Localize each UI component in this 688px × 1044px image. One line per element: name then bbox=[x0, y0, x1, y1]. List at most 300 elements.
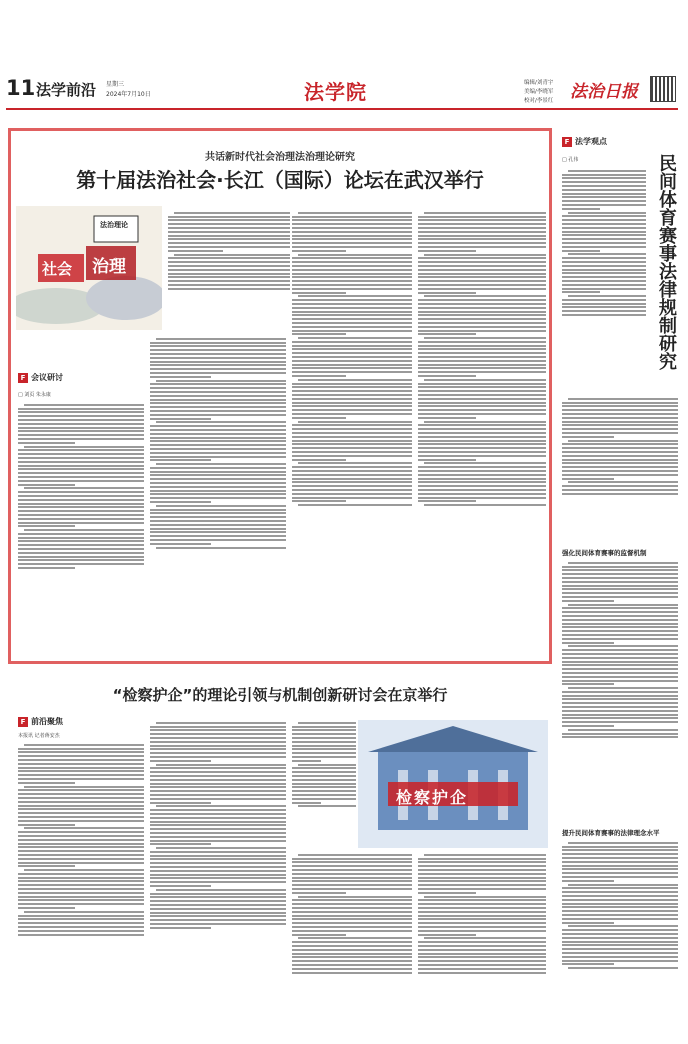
text-line bbox=[18, 468, 144, 470]
text-line bbox=[562, 215, 646, 217]
text-line bbox=[150, 493, 286, 495]
text-line bbox=[156, 380, 286, 382]
text-line bbox=[150, 512, 286, 514]
text-line bbox=[168, 280, 290, 282]
text-line bbox=[292, 424, 412, 426]
text-line bbox=[156, 889, 286, 891]
text-line bbox=[24, 911, 144, 913]
text-line bbox=[150, 794, 286, 796]
text-line bbox=[568, 967, 678, 969]
text-line bbox=[562, 432, 678, 434]
text-line bbox=[292, 219, 412, 221]
text-line bbox=[562, 895, 678, 897]
text-line bbox=[150, 851, 286, 853]
text-line bbox=[418, 918, 546, 920]
text-line bbox=[298, 337, 412, 339]
text-line bbox=[562, 276, 646, 278]
text-line bbox=[150, 893, 286, 895]
text-line bbox=[150, 524, 286, 526]
text-line bbox=[562, 573, 678, 575]
text-line bbox=[562, 462, 678, 464]
text-line bbox=[562, 914, 678, 916]
sidebar-subhead-2: 提升民间体育赛事的法律理念水平 bbox=[562, 829, 660, 837]
sidebar-vertical-title: 民间体育赛事法律规制研究 bbox=[656, 154, 677, 370]
text-line bbox=[562, 447, 678, 449]
text-line bbox=[562, 592, 678, 594]
text-line bbox=[150, 885, 211, 887]
text-line bbox=[562, 443, 678, 445]
text-line bbox=[418, 899, 546, 901]
text-line bbox=[424, 937, 546, 939]
text-line bbox=[418, 333, 476, 335]
text-line bbox=[418, 497, 546, 499]
article-2-tag bbox=[18, 716, 63, 727]
text-line bbox=[18, 926, 144, 928]
text-line bbox=[418, 865, 546, 867]
text-line bbox=[418, 409, 546, 411]
text-line bbox=[292, 745, 356, 747]
text-line bbox=[418, 884, 546, 886]
text-line bbox=[562, 880, 614, 882]
text-line bbox=[150, 490, 286, 492]
text-line bbox=[562, 219, 646, 221]
text-line bbox=[150, 802, 211, 804]
text-line bbox=[568, 562, 678, 564]
text-line bbox=[18, 801, 144, 803]
text-line bbox=[18, 423, 144, 425]
text-line bbox=[18, 461, 144, 463]
text-line bbox=[168, 269, 290, 271]
text-line bbox=[18, 915, 144, 917]
text-line bbox=[150, 896, 286, 898]
text-line bbox=[562, 265, 646, 267]
text-line bbox=[292, 880, 412, 882]
text-line bbox=[562, 899, 678, 901]
text-line bbox=[562, 733, 678, 735]
text-line bbox=[418, 235, 546, 237]
text-line bbox=[18, 839, 144, 841]
text-line bbox=[562, 918, 678, 920]
text-line bbox=[150, 877, 286, 879]
sidebar-text-1 bbox=[562, 168, 646, 390]
text-line bbox=[292, 216, 412, 218]
text-line bbox=[292, 436, 412, 438]
text-line bbox=[292, 402, 412, 404]
editor-line-1: 编辑/刘青宇 bbox=[524, 80, 554, 86]
text-line bbox=[18, 563, 144, 565]
text-line bbox=[292, 918, 412, 920]
text-line bbox=[150, 756, 286, 758]
text-line bbox=[562, 257, 646, 259]
text-line bbox=[562, 956, 678, 958]
text-line bbox=[562, 630, 678, 632]
text-line bbox=[292, 497, 412, 499]
text-line bbox=[18, 865, 75, 867]
text-line bbox=[418, 440, 546, 442]
text-line bbox=[292, 771, 356, 773]
text-line bbox=[418, 941, 546, 943]
text-line bbox=[18, 789, 144, 791]
text-line bbox=[292, 861, 412, 863]
text-line bbox=[562, 680, 678, 682]
text-line bbox=[292, 466, 412, 468]
text-line bbox=[292, 440, 412, 442]
text-line bbox=[150, 418, 211, 420]
text-line bbox=[292, 926, 412, 928]
text-line bbox=[292, 783, 356, 785]
text-line bbox=[18, 896, 144, 898]
text-line bbox=[418, 455, 546, 457]
text-line bbox=[418, 367, 546, 369]
text-line bbox=[418, 386, 546, 388]
text-line bbox=[168, 227, 290, 229]
text-line bbox=[298, 254, 412, 256]
text-line bbox=[562, 721, 678, 723]
text-line bbox=[24, 786, 144, 788]
text-line bbox=[292, 307, 412, 309]
text-line bbox=[292, 238, 412, 240]
text-line bbox=[150, 414, 286, 416]
text-line bbox=[562, 181, 646, 183]
text-line bbox=[418, 311, 546, 313]
text-line bbox=[418, 485, 546, 487]
text-line bbox=[18, 907, 75, 909]
text-line bbox=[292, 231, 412, 233]
article-2-tag-label: 前沿聚焦 bbox=[31, 717, 63, 726]
text-line bbox=[150, 376, 211, 378]
text-line bbox=[18, 899, 144, 901]
text-line bbox=[562, 846, 678, 848]
text-line bbox=[174, 254, 290, 256]
text-line bbox=[562, 619, 678, 621]
text-line bbox=[168, 288, 290, 290]
text-line bbox=[292, 972, 412, 974]
text-line bbox=[418, 972, 546, 974]
text-line bbox=[18, 533, 144, 535]
text-line bbox=[24, 446, 144, 448]
text-line bbox=[18, 540, 144, 542]
text-line bbox=[150, 843, 211, 845]
text-line bbox=[562, 417, 678, 419]
text-line bbox=[292, 364, 412, 366]
text-line bbox=[168, 235, 290, 237]
text-line bbox=[418, 911, 546, 913]
text-line bbox=[562, 451, 678, 453]
text-line bbox=[418, 466, 546, 468]
text-line bbox=[156, 505, 286, 507]
text-line bbox=[150, 452, 286, 454]
text-line bbox=[418, 390, 546, 392]
text-line bbox=[150, 497, 286, 499]
text-line bbox=[292, 409, 412, 411]
text-line bbox=[562, 314, 646, 316]
text-line bbox=[24, 404, 144, 406]
text-line bbox=[562, 428, 678, 430]
sidebar-text-4 bbox=[562, 840, 678, 1034]
text-line bbox=[292, 413, 412, 415]
text-line bbox=[18, 858, 144, 860]
sidebar-tag-label: 法学观点 bbox=[575, 137, 607, 146]
text-line bbox=[150, 790, 286, 792]
text-line bbox=[292, 352, 412, 354]
text-line bbox=[568, 729, 678, 731]
text-line bbox=[292, 443, 412, 445]
text-line bbox=[150, 501, 211, 503]
text-line bbox=[292, 930, 412, 932]
text-line bbox=[562, 310, 646, 312]
text-line bbox=[418, 934, 476, 936]
text-line bbox=[418, 493, 546, 495]
text-line bbox=[292, 485, 412, 487]
text-line bbox=[562, 906, 678, 908]
text-line bbox=[150, 840, 286, 842]
article-2-headline: “检察护企”的理论引领与机制创新研讨会在京举行 bbox=[112, 686, 448, 704]
text-line bbox=[18, 755, 144, 757]
text-line bbox=[150, 821, 286, 823]
text-line bbox=[298, 462, 412, 464]
photo-word-1: 法治理论 bbox=[100, 221, 128, 229]
text-line bbox=[18, 835, 144, 837]
text-line bbox=[562, 596, 678, 598]
editor-line-2: 美编/李晓军 bbox=[524, 89, 554, 95]
text-line bbox=[18, 415, 144, 417]
text-line bbox=[18, 892, 144, 894]
text-line bbox=[424, 254, 546, 256]
text-line bbox=[562, 474, 678, 476]
article-2-text-col-3 bbox=[292, 852, 412, 1032]
text-line bbox=[18, 850, 144, 852]
text-line bbox=[292, 330, 412, 332]
text-line bbox=[418, 888, 546, 890]
text-line bbox=[418, 481, 546, 483]
text-line bbox=[292, 299, 412, 301]
text-line bbox=[150, 402, 286, 404]
text-line bbox=[292, 451, 412, 453]
text-line bbox=[150, 516, 286, 518]
text-line bbox=[562, 649, 678, 651]
text-line bbox=[418, 223, 546, 225]
text-line bbox=[24, 827, 144, 829]
text-line bbox=[292, 907, 412, 909]
text-line bbox=[562, 402, 678, 404]
text-line bbox=[150, 474, 286, 476]
text-line bbox=[418, 269, 546, 271]
text-line bbox=[562, 405, 678, 407]
text-line bbox=[562, 269, 646, 271]
text-line bbox=[292, 877, 412, 879]
text-line bbox=[150, 733, 286, 735]
text-line bbox=[418, 238, 546, 240]
text-line bbox=[562, 489, 678, 491]
text-line bbox=[562, 611, 678, 613]
text-line bbox=[424, 421, 546, 423]
text-line bbox=[562, 861, 678, 863]
text-line bbox=[292, 790, 356, 792]
text-line bbox=[298, 764, 356, 766]
text-line bbox=[18, 846, 144, 848]
text-line bbox=[418, 858, 546, 860]
text-line bbox=[562, 887, 678, 889]
text-line bbox=[292, 375, 346, 377]
text-line bbox=[562, 638, 678, 640]
text-line bbox=[298, 295, 412, 297]
text-line bbox=[156, 547, 286, 549]
text-line bbox=[18, 888, 144, 890]
text-line bbox=[562, 952, 678, 954]
text-line bbox=[292, 269, 412, 271]
text-line bbox=[18, 748, 144, 750]
text-line bbox=[562, 227, 646, 229]
sidebar bbox=[560, 128, 682, 1038]
text-line bbox=[292, 383, 412, 385]
text-line bbox=[424, 462, 546, 464]
text-line bbox=[150, 858, 286, 860]
text-line bbox=[418, 447, 546, 449]
text-line bbox=[418, 424, 546, 426]
text-line bbox=[562, 683, 614, 685]
text-line bbox=[418, 394, 546, 396]
text-line bbox=[424, 379, 546, 381]
text-line bbox=[418, 949, 546, 951]
text-line bbox=[562, 702, 678, 704]
text-line bbox=[292, 949, 412, 951]
text-line bbox=[150, 817, 286, 819]
text-line bbox=[156, 722, 286, 724]
text-line bbox=[18, 922, 144, 924]
text-line bbox=[292, 470, 412, 472]
text-line bbox=[292, 246, 412, 248]
text-line bbox=[292, 941, 412, 943]
text-line bbox=[418, 330, 546, 332]
text-line bbox=[562, 937, 678, 939]
text-line bbox=[18, 510, 144, 512]
page-header bbox=[0, 0, 688, 116]
text-line bbox=[562, 185, 646, 187]
text-line bbox=[18, 763, 144, 765]
text-line bbox=[168, 216, 290, 218]
text-line bbox=[18, 854, 144, 856]
text-line bbox=[292, 500, 346, 502]
text-line bbox=[298, 937, 412, 939]
text-line bbox=[18, 430, 144, 432]
text-line bbox=[562, 250, 600, 252]
text-line bbox=[156, 421, 286, 423]
text-line bbox=[150, 779, 286, 781]
text-line bbox=[150, 813, 286, 815]
text-line bbox=[292, 481, 412, 483]
text-line bbox=[18, 552, 144, 554]
text-line bbox=[18, 778, 144, 780]
text-line bbox=[418, 956, 546, 958]
text-line bbox=[292, 802, 321, 804]
text-line bbox=[292, 915, 412, 917]
text-line bbox=[292, 892, 346, 894]
text-line bbox=[150, 832, 286, 834]
article-1-text-col-2a bbox=[168, 210, 290, 330]
text-line bbox=[18, 759, 144, 761]
text-line bbox=[562, 485, 678, 487]
text-line bbox=[562, 691, 678, 693]
text-line bbox=[168, 242, 290, 244]
text-line bbox=[18, 453, 144, 455]
text-line bbox=[292, 478, 412, 480]
text-line bbox=[24, 869, 144, 871]
text-line bbox=[150, 775, 286, 777]
text-line bbox=[150, 444, 286, 446]
text-line bbox=[292, 322, 412, 324]
text-line bbox=[168, 257, 290, 259]
text-line bbox=[418, 375, 476, 377]
text-line bbox=[562, 208, 600, 210]
sidebar-text-3 bbox=[562, 560, 678, 824]
text-line bbox=[18, 934, 144, 936]
text-line bbox=[18, 434, 144, 436]
text-line bbox=[150, 448, 286, 450]
text-line bbox=[18, 442, 75, 444]
text-line bbox=[418, 242, 546, 244]
text-line bbox=[562, 948, 678, 950]
text-line bbox=[562, 903, 678, 905]
text-line bbox=[18, 514, 144, 516]
text-line bbox=[562, 459, 678, 461]
text-line bbox=[562, 306, 646, 308]
text-line bbox=[418, 880, 546, 882]
text-line bbox=[562, 623, 678, 625]
text-line bbox=[292, 752, 356, 754]
text-line bbox=[18, 427, 144, 429]
sidebar-subhead-1: 强化民间体育赛事的监督机制 bbox=[562, 549, 647, 557]
text-line bbox=[562, 413, 678, 415]
text-line bbox=[168, 246, 290, 248]
text-line bbox=[418, 216, 546, 218]
text-line bbox=[18, 884, 144, 886]
text-line bbox=[292, 273, 412, 275]
text-line bbox=[292, 726, 356, 728]
article-1-kicker: 共话新时代社会治理法治理论研究 bbox=[205, 152, 355, 163]
text-line bbox=[418, 451, 546, 453]
text-line bbox=[292, 405, 412, 407]
text-line bbox=[562, 853, 678, 855]
photo-word-2: 社会 bbox=[42, 260, 73, 278]
text-line bbox=[156, 847, 286, 849]
text-line bbox=[418, 861, 546, 863]
text-line bbox=[18, 793, 144, 795]
text-line bbox=[292, 227, 412, 229]
tag-icon: F bbox=[18, 373, 28, 383]
text-line bbox=[150, 456, 286, 458]
text-line bbox=[150, 919, 286, 921]
text-line bbox=[150, 399, 286, 401]
text-line bbox=[18, 782, 75, 784]
article-1-text-col-3 bbox=[292, 210, 412, 652]
text-line bbox=[418, 345, 546, 347]
text-line bbox=[18, 812, 144, 814]
text-line bbox=[292, 903, 412, 905]
text-line bbox=[24, 529, 144, 531]
text-line bbox=[150, 486, 286, 488]
text-line bbox=[562, 626, 678, 628]
text-line bbox=[18, 499, 144, 501]
text-line bbox=[562, 661, 678, 663]
text-line bbox=[18, 408, 144, 410]
text-line bbox=[418, 303, 546, 305]
text-line bbox=[292, 288, 412, 290]
weekday: 星期三 bbox=[106, 81, 125, 88]
text-line bbox=[418, 360, 546, 362]
text-line bbox=[418, 960, 546, 962]
text-line bbox=[150, 395, 286, 397]
text-line bbox=[562, 872, 678, 874]
